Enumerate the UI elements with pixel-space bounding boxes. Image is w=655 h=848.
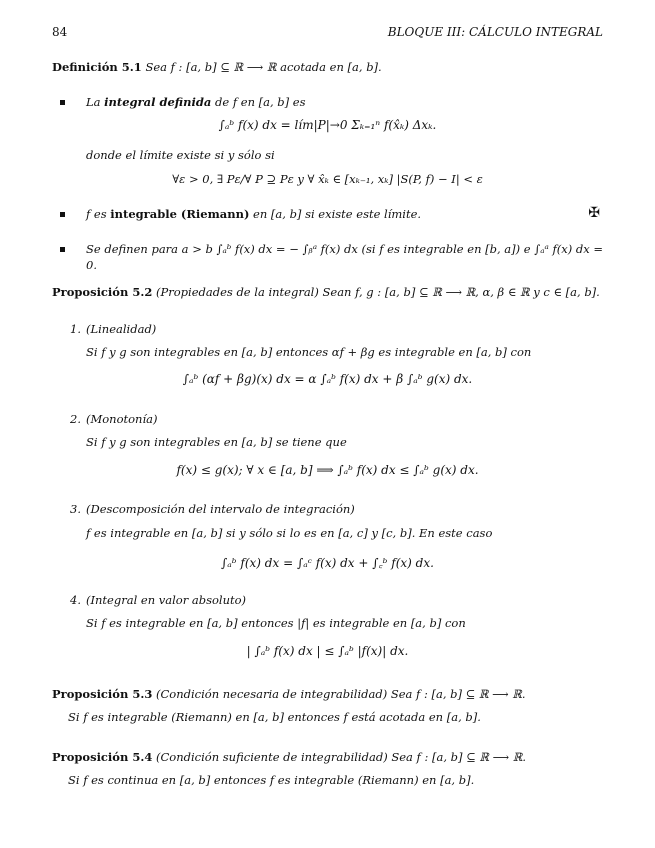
running-title: BLOQUE III: CÁLCULO INTEGRAL [387,25,603,39]
bullet-marker [60,212,65,217]
property-text-valor-absoluto: Si f es integrable en [a, b] entonces |f| es integrable en [a, b] con [86,616,466,630]
definition-intro: Sea f : [a, b] ⊆ ℝ ⟶ ℝ acotada en [a, b]. [145,60,382,74]
bullet-marker [60,247,65,252]
definition-item-reversed-limits: Se definen para a > b ∫ₐᵇ f(x) dx = − ∫ᵦᵃ f(x) dx (si f es integrable en [b, a]) e ∫ₐᵃ f(x) dx = 0. [86,242,604,272]
property-title-linealidad: (Linealidad) [86,322,157,336]
proposition-label: Proposición 5.3 [52,687,153,701]
property-text-descomposicion: f es integrable en [a, b] si y sólo si lo es en [a, c] y [c, b]. En este caso [86,526,493,540]
term-integrable-riemann: integrable (Riemann) [110,207,250,221]
proposition-5-2-heading [52,285,603,301]
proposition-label: Proposición 5.2 [52,285,153,299]
equation-valor-absoluto: | ∫ₐᵇ f(x) dx | ≤ ∫ₐᵇ |f(x)| dx. [246,644,409,658]
definition-item-integrable: f es integrable (Riemann) en [a, b] si existe este límite. [86,207,422,221]
equation-riemann-limit: ∫ₐᵇ f(x) dx = lím|P|→0 Σₖ₌₁ⁿ f(x̂ₖ) Δxₖ. [218,118,437,132]
page-header [52,25,603,41]
property-text-monotonia: Si f y g son integrables en [a, b] se tiene que [86,435,347,449]
page-number: 84 [52,25,68,39]
proposition-intro: (Propiedades de la integral) Sean f, g : [a, b] ⊆ ℝ ⟶ ℝ, α, β ∈ ℝ y c ∈ [a, b]. [156,285,600,299]
list-item-number: 4. [70,593,81,607]
equation-monotonia: f(x) ≤ g(x); ∀ x ∈ [a, b] ⟹ ∫ₐᵇ f(x) dx ≤ ∫ₐᵇ g(x) dx. [176,463,479,477]
definition-item-integral: La integral definida de f en [a, b] es [86,95,306,109]
property-title-monotonia: (Monotonía) [86,412,158,426]
proposition-5-4-heading [52,750,603,766]
proposition-label: Proposición 5.4 [52,750,153,764]
property-title-valor-absoluto: (Integral en valor absoluto) [86,593,247,607]
property-text-linealidad: Si f y g son integrables en [a, b] entonces αf + βg es integrable en [a, b] con [86,345,532,359]
definition-label: Definición 5.1 [52,60,142,74]
definition-5-1-heading [52,60,603,76]
proposition-intro: (Condición suficiente de integrabilidad) Sea f : [a, b] ⊆ ℝ ⟶ ℝ. [156,750,526,764]
bullet-marker [60,100,65,105]
property-title-descomposicion: (Descomposición del intervalo de integración) [86,502,355,516]
proposition-intro: (Condición necesaria de integrabilidad) Sea f : [a, b] ⊆ ℝ ⟶ ℝ. [156,687,526,701]
term-integral-definida: integral definida [104,95,212,109]
end-of-definition-mark: ✠ [588,205,600,221]
list-item-number: 2. [70,412,81,426]
equation-epsilon-condition: ∀ε > 0, ∃ Pε/∀ P ⊇ Pε y ∀ x̂ₖ ∈ [xₖ₋₁, xₖ] |S(P, f) − I| < ε [172,172,483,186]
list-item-number: 1. [70,322,81,336]
proposition-5-3-heading [52,687,603,703]
proposition-5-4-text: Si f es continua en [a, b] entonces f es integrable (Riemann) en [a, b]. [68,773,475,787]
equation-descomposicion: ∫ₐᵇ f(x) dx = ∫ₐᶜ f(x) dx + ∫꜀ᵇ f(x) dx. [221,556,434,570]
list-item-number: 3. [70,502,81,516]
proposition-5-3-text: Si f es integrable (Riemann) en [a, b] entonces f está acotada en [a, b]. [68,710,481,724]
equation-linealidad: ∫ₐᵇ (αf + βg)(x) dx = α ∫ₐᵇ f(x) dx + β ∫ₐᵇ g(x) dx. [182,372,473,386]
definition-condition: donde el límite existe si y sólo si [86,148,275,162]
